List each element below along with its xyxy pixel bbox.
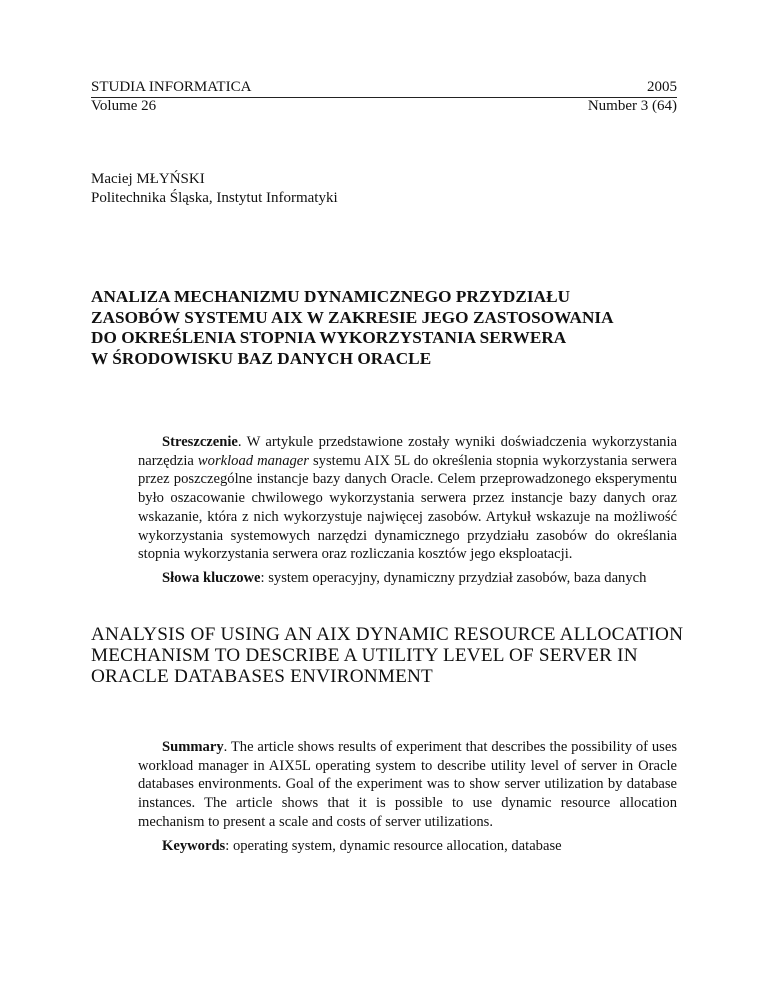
title-pl-line: W ŚRODOWISKU BAZ DANYCH ORACLE [91, 348, 432, 368]
journal-year: 2005 [647, 79, 677, 95]
author-affiliation: Politechnika Śląska, Instytut Informatyki [91, 190, 338, 206]
author-block [91, 170, 338, 208]
title-en-line: ANALYSIS OF USING AN AIX DYNAMIC RESOURCE ALLOCATION [91, 624, 684, 645]
header-rule [91, 97, 677, 98]
abstract-pl-italic: workload manager [197, 452, 309, 469]
keywords-en-label: Keywords [162, 837, 226, 854]
title-en-line: ORACLE DATABASES ENVIRONMENT [91, 666, 433, 688]
abstract-english [138, 738, 677, 855]
abstract-polish [138, 433, 677, 588]
title-pl-line: ZASOBÓW SYSTEMU AIX W ZAKRESIE JEGO ZASTOSOWANIA [91, 307, 614, 327]
abstract-en-label: Summary [162, 739, 224, 755]
abstract-pl-label: Streszczenie [162, 434, 238, 450]
author-name: Maciej MŁYŃSKI [91, 171, 205, 187]
keywords-pl-text: : system operacyjny, dynamiczny przydział zasobów, baza danych [260, 569, 647, 586]
abstract-en-text: . The article shows results of experiment that describes the possibility of uses workload manager in AIX5L operating system to describe utility level of server in Oracle databases environments. Goal of the experiment was to show server utilization by database instances. The article shows that it is possible to use dynamic resource allocation mechanism to present a scale and costs of server utilizations. [138, 739, 677, 830]
title-english [91, 624, 701, 688]
keywords-pl-label: Słowa kluczowe [162, 569, 261, 586]
abstract-pl-text: . W artykule przedstawione zostały wyniki doświadczenia wykorzystania narzędzia [138, 434, 677, 469]
abstract-pl-text: systemu AIX 5L do określenia stopnia wykorzystania serwera przez poszczególne instancje bazy danych Oracle. Celem przeprowadzonego eksperymentu było oszacowanie chwilowego wykorzystania serwera przez instancje bazy danych oraz wskazanie, która z nich wykorzystuje najwięcej zasobów. Artykuł wskazuje na możliwość wykorzystania systemowych narzędzi dynamicznego przydziału zasobów do określania stopnia wykorzystania serwera oraz rozliczania kosztów jego eksploatacji. [138, 452, 677, 563]
title-pl-line: ANALIZA MECHANIZMU DYNAMICZNEGO PRZYDZIAŁU [91, 287, 571, 306]
keywords-en-text: : operating system, dynamic resource allocation, database [225, 837, 562, 854]
title-polish [91, 287, 691, 369]
title-en-line: MECHANISM TO DESCRIBE A UTILITY LEVEL OF SERVER IN [91, 645, 638, 667]
journal-number: Number 3 (64) [587, 98, 677, 114]
keywords-pl [138, 569, 677, 588]
keywords-en [138, 837, 677, 856]
journal-volume: Volume 26 [91, 98, 157, 114]
abstract-en-paragraph [138, 738, 677, 832]
running-header [91, 79, 677, 115]
abstract-pl-paragraph [138, 433, 677, 564]
journal-name: STUDIA INFORMATICA [91, 79, 252, 95]
title-pl-line: DO OKREŚLENIA STOPNIA WYKORZYSTANIA SERWERA [91, 328, 567, 348]
